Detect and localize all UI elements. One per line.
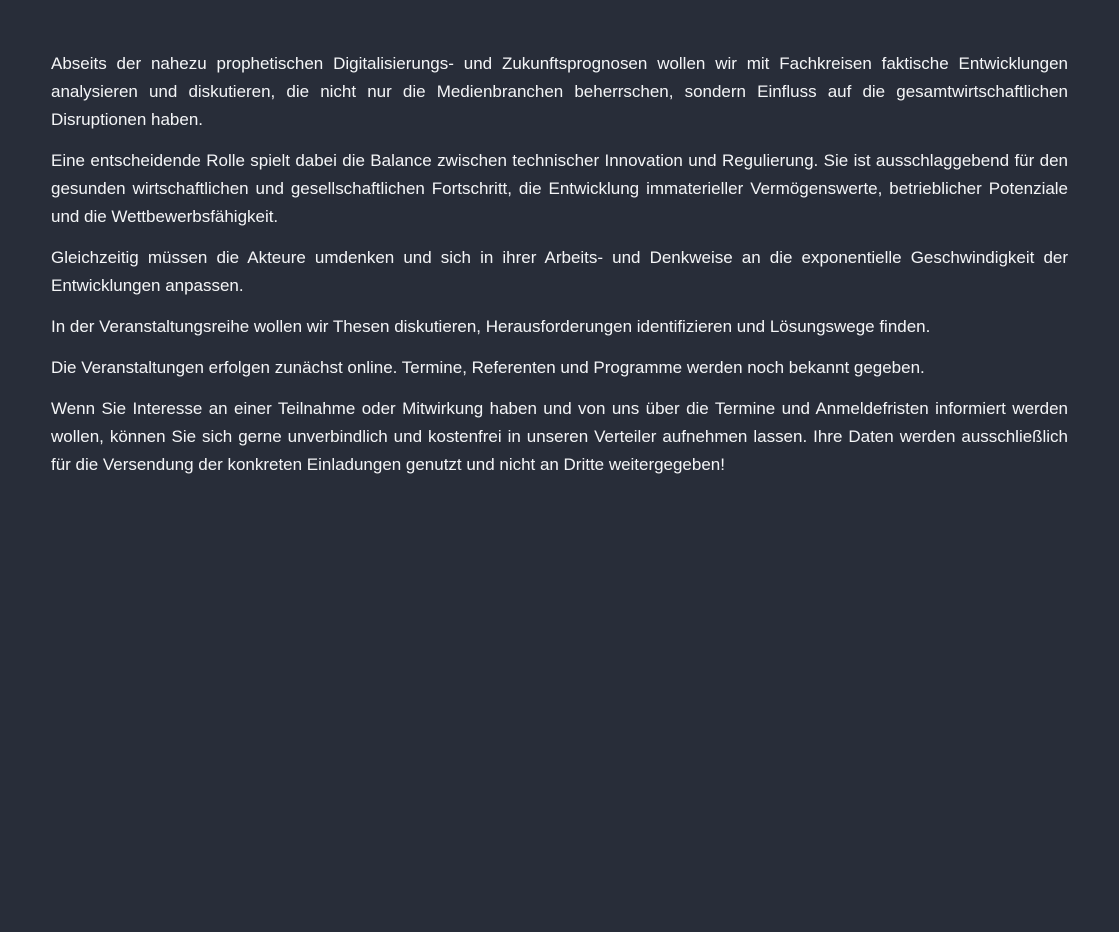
series-paragraph: In der Veranstaltungsreihe wollen wir Thesen diskutieren, Herausforderungen identifizieren und Lösungswege finden. — [51, 317, 931, 336]
event-description — [51, 50, 1068, 479]
intro-paragraph: Abseits der nahezu prophetischen Digitalisierungs- und Zukunftsprognosen wollen wir mit Fachkreisen faktische Entwicklungen analysieren und diskutieren, die nicht nur die Medienbranchen beherrschen, sondern Einfluss auf die gesamtwirtschaftlichen Disruptionen haben. — [51, 54, 1068, 129]
rethink-paragraph: Gleichzeitig müssen die Akteure umdenken und sich in ihrer Arbeits- und Denkweise an die exponentielle Geschwindigkeit der Entwicklungen anpassen. — [51, 248, 1068, 295]
online-paragraph: Die Veranstaltungen erfolgen zunächst online. Termine, Referenten und Programme werden noch bekannt gegeben. — [51, 358, 925, 377]
balance-paragraph: Eine entscheidende Rolle spielt dabei die Balance zwischen technischer Innovation und Regulierung. Sie ist ausschlaggebend für den gesunden wirtschaftlichen und gesellschaftlichen Fortschritt, die Entwicklung immaterieller Vermögenswerte, betrieblicher Potenziale und die Wettbewerbsfähigkeit. — [51, 151, 1068, 226]
registration-paragraph: Wenn Sie Interesse an einer Teilnahme oder Mitwirkung haben und von uns über die Termine und Anmeldefristen informiert werden wollen, können Sie sich gerne unverbindlich und kostenfrei in unseren Verteiler aufnehmen lassen. Ihre Daten werden ausschließlich für die Versendung der konkreten Einladungen genutzt und nicht an Dritte weitergegeben! — [51, 399, 1068, 474]
